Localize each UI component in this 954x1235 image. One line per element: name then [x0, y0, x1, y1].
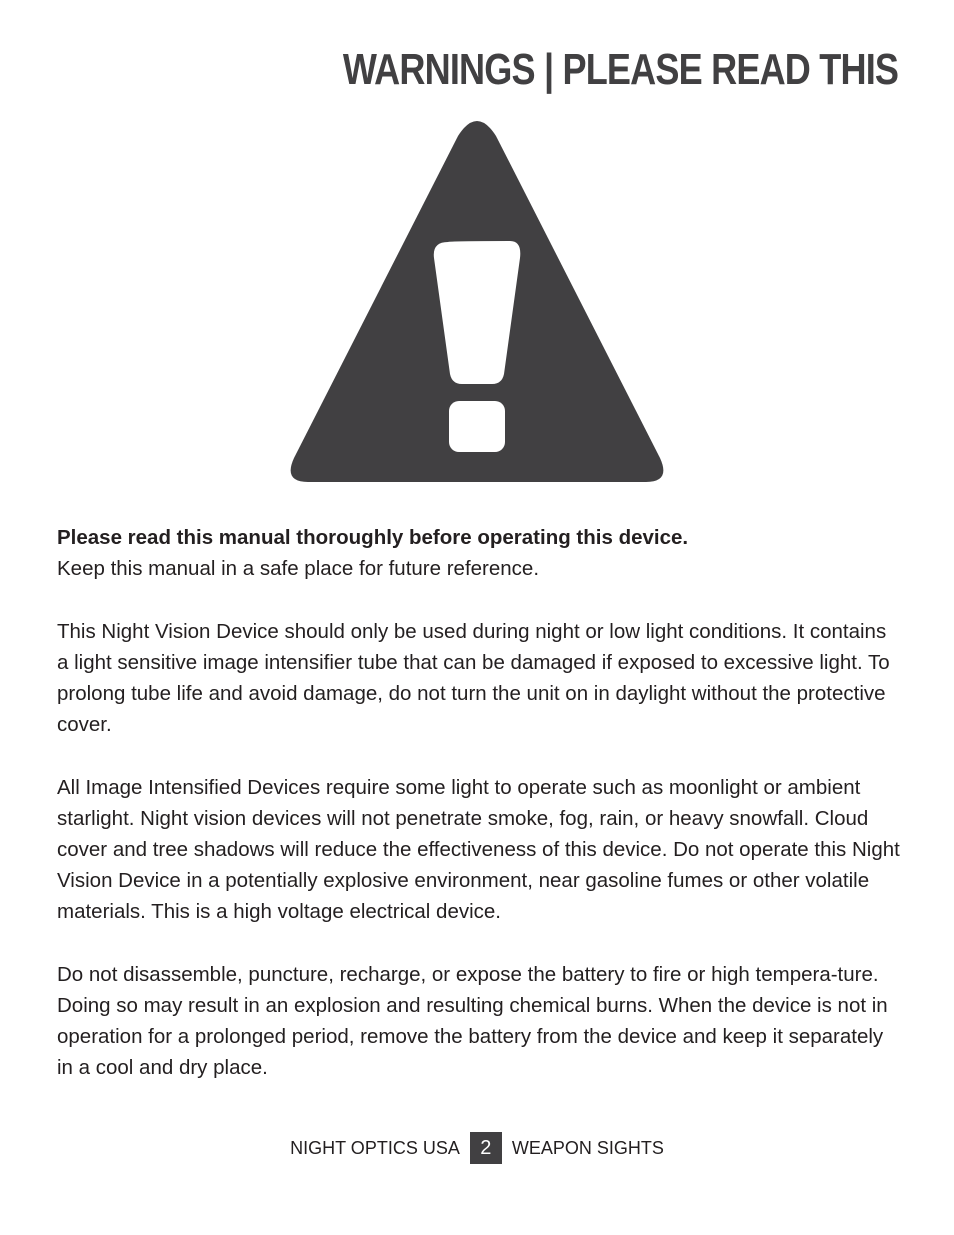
keep-manual-note: Keep this manual in a safe place for future reference.	[57, 557, 540, 581]
exclamation-dot-shape	[449, 401, 505, 452]
footer-brand: NIGHT OPTICS USA	[290, 1137, 460, 1158]
page-title: WARNINGS | PLEASE READ THIS	[342, 45, 898, 94]
lead-warning: Please read this manual thoroughly before operating this device.	[57, 526, 689, 549]
paragraph-operating-environment: All Image Intensified Devices require some light to operate such as moonlight or ambient starlight. Night vision devices will not penetrate smoke, fog, rain, or heavy snowfall. Cloud cover and tree shadows will reduce the effectiveness of this device. Do not operate this Night Vision Device in a potentially explosive environment, near gasoline fumes or other volatile materials. This is a high voltage electrical device.	[57, 775, 900, 924]
page-number: 2	[470, 1132, 502, 1164]
page-footer	[0, 1132, 954, 1164]
paragraph-battery-safety: Do not disassemble, puncture, recharge, or expose the battery to fire or high tempera-ture. Doing so may result in an explosion and resulting chemical burns. When the device is not in operation for a prolonged period, remove the battery from the device and keep it separately in a cool and dry place.	[57, 962, 888, 1080]
paragraph-light-conditions: This Night Vision Device should only be used during night or low light conditions. It contains a light sensitive image intensifier tube that can be damaged if exposed to excessive light. To prolong tube life and avoid damage, do not turn the unit on in daylight without the protective cover.	[57, 619, 890, 737]
warning-triangle-icon	[288, 118, 666, 484]
footer-section: WEAPON SIGHTS	[511, 1137, 664, 1158]
warnings-text	[57, 522, 902, 1115]
